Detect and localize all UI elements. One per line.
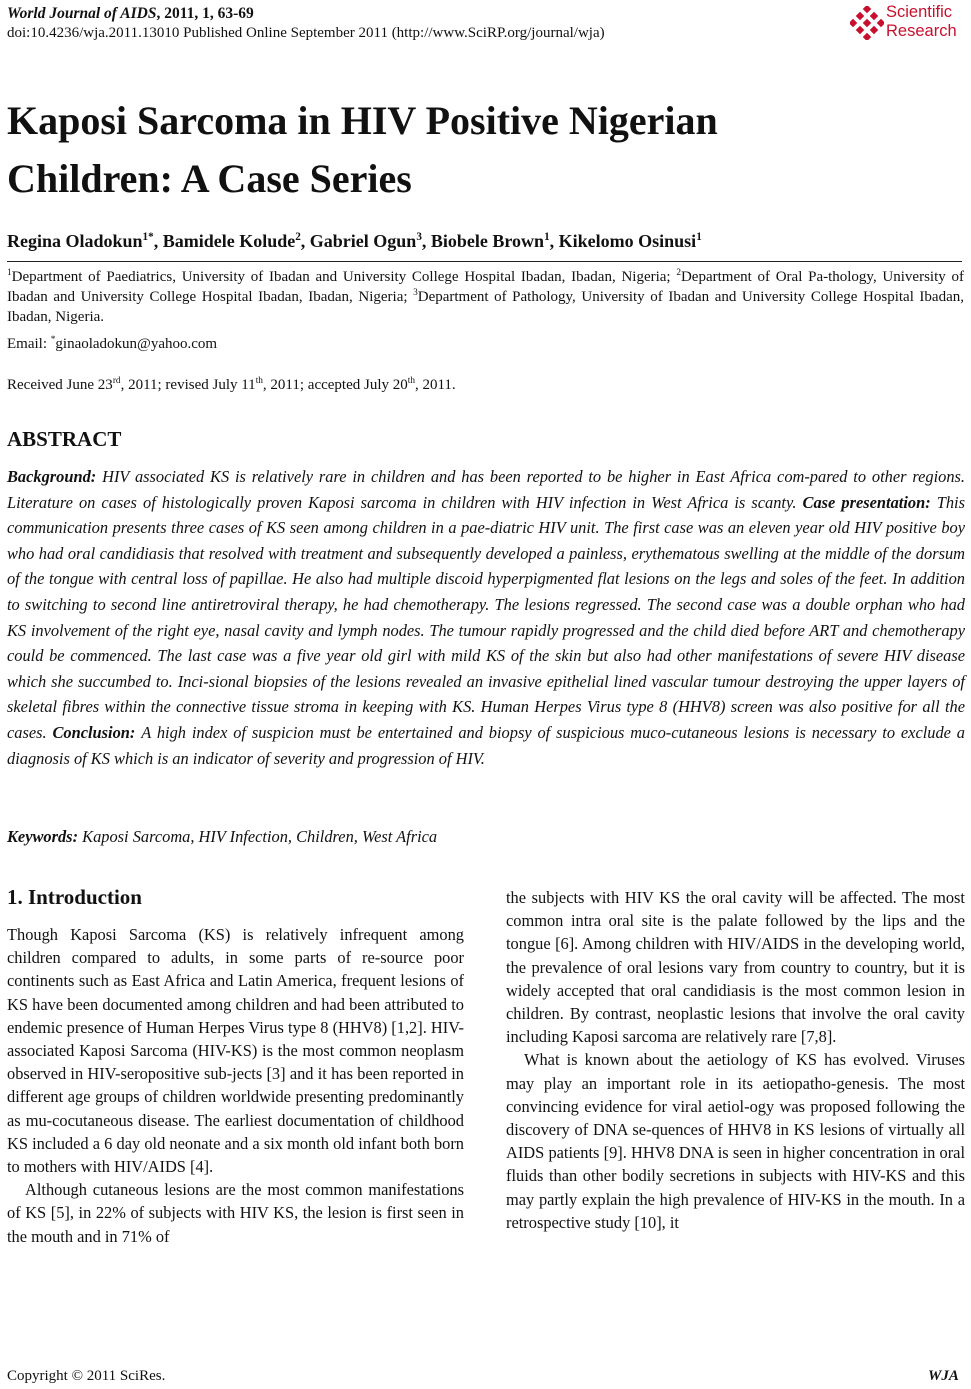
paragraph: Although cutaneous lesions are the most common manifestations of KS [5], in 22% of subjects with HIV KS, the lesion is first seen in the mouth and in 71% of — [7, 1180, 464, 1246]
email-link[interactable]: ginaoladokun@yahoo.com — [55, 336, 218, 352]
keywords-label: Keywords — [7, 827, 73, 846]
case-presentation-label: Case presentation — [802, 492, 926, 512]
left-column — [7, 923, 464, 1248]
corresponding-email: Email: *ginaoladokun@yahoo.com — [7, 335, 218, 352]
author: Biobele Brown$^1$, — [430, 231, 559, 251]
section-heading-introduction: 1. Introduction — [7, 885, 142, 909]
background-label: Background — [7, 467, 91, 486]
journal-name: World Journal of AIDS — [7, 5, 157, 22]
author: Gabriel Ogun$^3$, — [309, 231, 431, 251]
footer-journal-abbr: WJA — [928, 1368, 959, 1384]
conclusion-label: Conclusion — [52, 722, 130, 742]
publisher-logo-text: Scientific Research — [886, 3, 957, 40]
title-line-1: Kaposi Sarcoma in HIV Positive Nigerian — [7, 98, 718, 143]
footer-copyright: Copyright © 2011 SciRes. — [7, 1368, 166, 1384]
right-column — [506, 886, 965, 1234]
publisher-logo — [850, 2, 968, 44]
author: Regina Oladokun$^{1*}$, — [7, 231, 163, 251]
journal-volume-pages: , 2011, 1, 63-69 — [156, 5, 254, 22]
author: Bamidele Kolude$^2$, — [162, 231, 310, 251]
header-divider — [7, 261, 962, 262]
received-dates: Received June 23rd, 2011; revised July 11th, 2011; accepted July 20th, 2011. — [7, 376, 456, 393]
paragraph: the subjects with HIV KS the oral cavity will be affected. The most common intra oral site is the palate followed by the lips and the tongue [6]. Among children with HIV/AIDS in the developing world, the prevalence of oral lesions vary from country to country, but it is widely accepted that oral candidiasis is the most common lesion in children. By contrast, neoplastic lesions that involve the oral cavity including Kaposi sarcoma are relatively rare [7,8]. — [506, 888, 965, 1047]
paragraph: What is known about the aetiology of KS has evolved. Viruses may play an important role in its aetiopatho-genesis. The most convincing evidence for viral aetiol-ogy was proposed following the discovery of DNA se-quences of HHV8 in KS lesions of virtually all AIDS patients [9]. HHV8 DNA is seen in higher concentration in oral fluids than other bodily secretions in subjects with HIV-KS and this may partly explain the high prevalence of HIV-KS in the mouth. In a retrospective study [10], it — [506, 1050, 965, 1232]
journal-citation — [7, 4, 254, 23]
doi-line: doi:10.4236/wja.2011.13010 Published Online September 2011 (http://www.SciRP.org/journal/wja) — [7, 25, 605, 41]
abstract-body: Background: HIV associated KS is relatively rare in children and has been reported to be higher in East Africa com-pared to other regions. Literature on cases of histologically proven Kaposi sarcoma in children with HIV infection in West Africa is scanty. Case presentation: This communication presents three cases of KS seen among children in a pae-diatric HIV unit. The first case was an eleven year old HIV positive boy who had oral candidiasis that resolved with treatment and subsequently developed a painless, erythematous swelling at the middle of the dorsum of the tongue with central loss of papillae. He also had multiple discoid hyperpigmented flat lesions on the legs and soles of the feet. In addition to switching to second line antiretroviral therapy, he had chemotherapy. The lesions regressed. The second case was a double orphan who had KS involvement of the right eye, nasal cavity and lymph nodes. The tumour rapidly progressed and the child died before ART and chemotherapy could be commenced. The last case was a five year old girl with mild KS of the skin but also had other manifestations of severe HIV disease which she succumbed to. Inci-sional biopsies of the lesions revealed an invasive epithelial lined vascular tumour destroying the upper layers of skeletal fibres within the connective tissue stroma in keeping with KS. Human Herpes Virus type 8 (HHV8) screen was also positive for all the cases. Conclusion: A high index of suspicion must be entertained and biopsy of suspicious muco-cutaneous lesions is necessary to exclude a diagnosis of KS which is an indicator of severity and progression of HIV. — [7, 467, 965, 768]
keywords: Keywords: Kaposi Sarcoma, HIV Infection, Children, West Africa — [7, 827, 438, 846]
title-line-2: Children: A Case Series — [7, 156, 412, 201]
paper-title — [7, 92, 957, 208]
affiliations: $^1$Department of Paediatrics, University of Ibadan and University College Hospital Ibadan, Ibadan, Nigeria; $^2$Department of Oral Pa-thology, University of Ibadan and University College Hospital Ibadan, Ibadan, Nigeria; $^3$Department of Pathology, University of Ibadan and University College Hospital Ibadan, Ibadan, Nigeria. — [7, 268, 964, 325]
author: Kikelomo Osinusi$^1$ — [558, 231, 702, 251]
paragraph: Though Kaposi Sarcoma (KS) is relatively infrequent among children compared to adults, in some parts of re-source poor continents such as East Africa and Latin America, frequent lesions of KS have been documented among children and had been attributed to endemic presence of Human Herpes Virus type 8 (HHV8) [1,2]. HIV-associated Kaposi Sarcoma (HIV-KS) is the most common neoplasm observed in HIV-seropositive sub-jects [3] and it has been reported in different age groups of children worldwide presenting predominantly as mu-cocutaneous disease. The earliest documentation of childhood KS included a 6 day old neonate and a six month old infant both born to mothers with HIV/AIDS [4]. — [7, 925, 464, 1177]
abstract-heading: ABSTRACT — [7, 427, 122, 451]
publisher-logo-icon — [850, 6, 884, 40]
author-list — [7, 229, 702, 253]
